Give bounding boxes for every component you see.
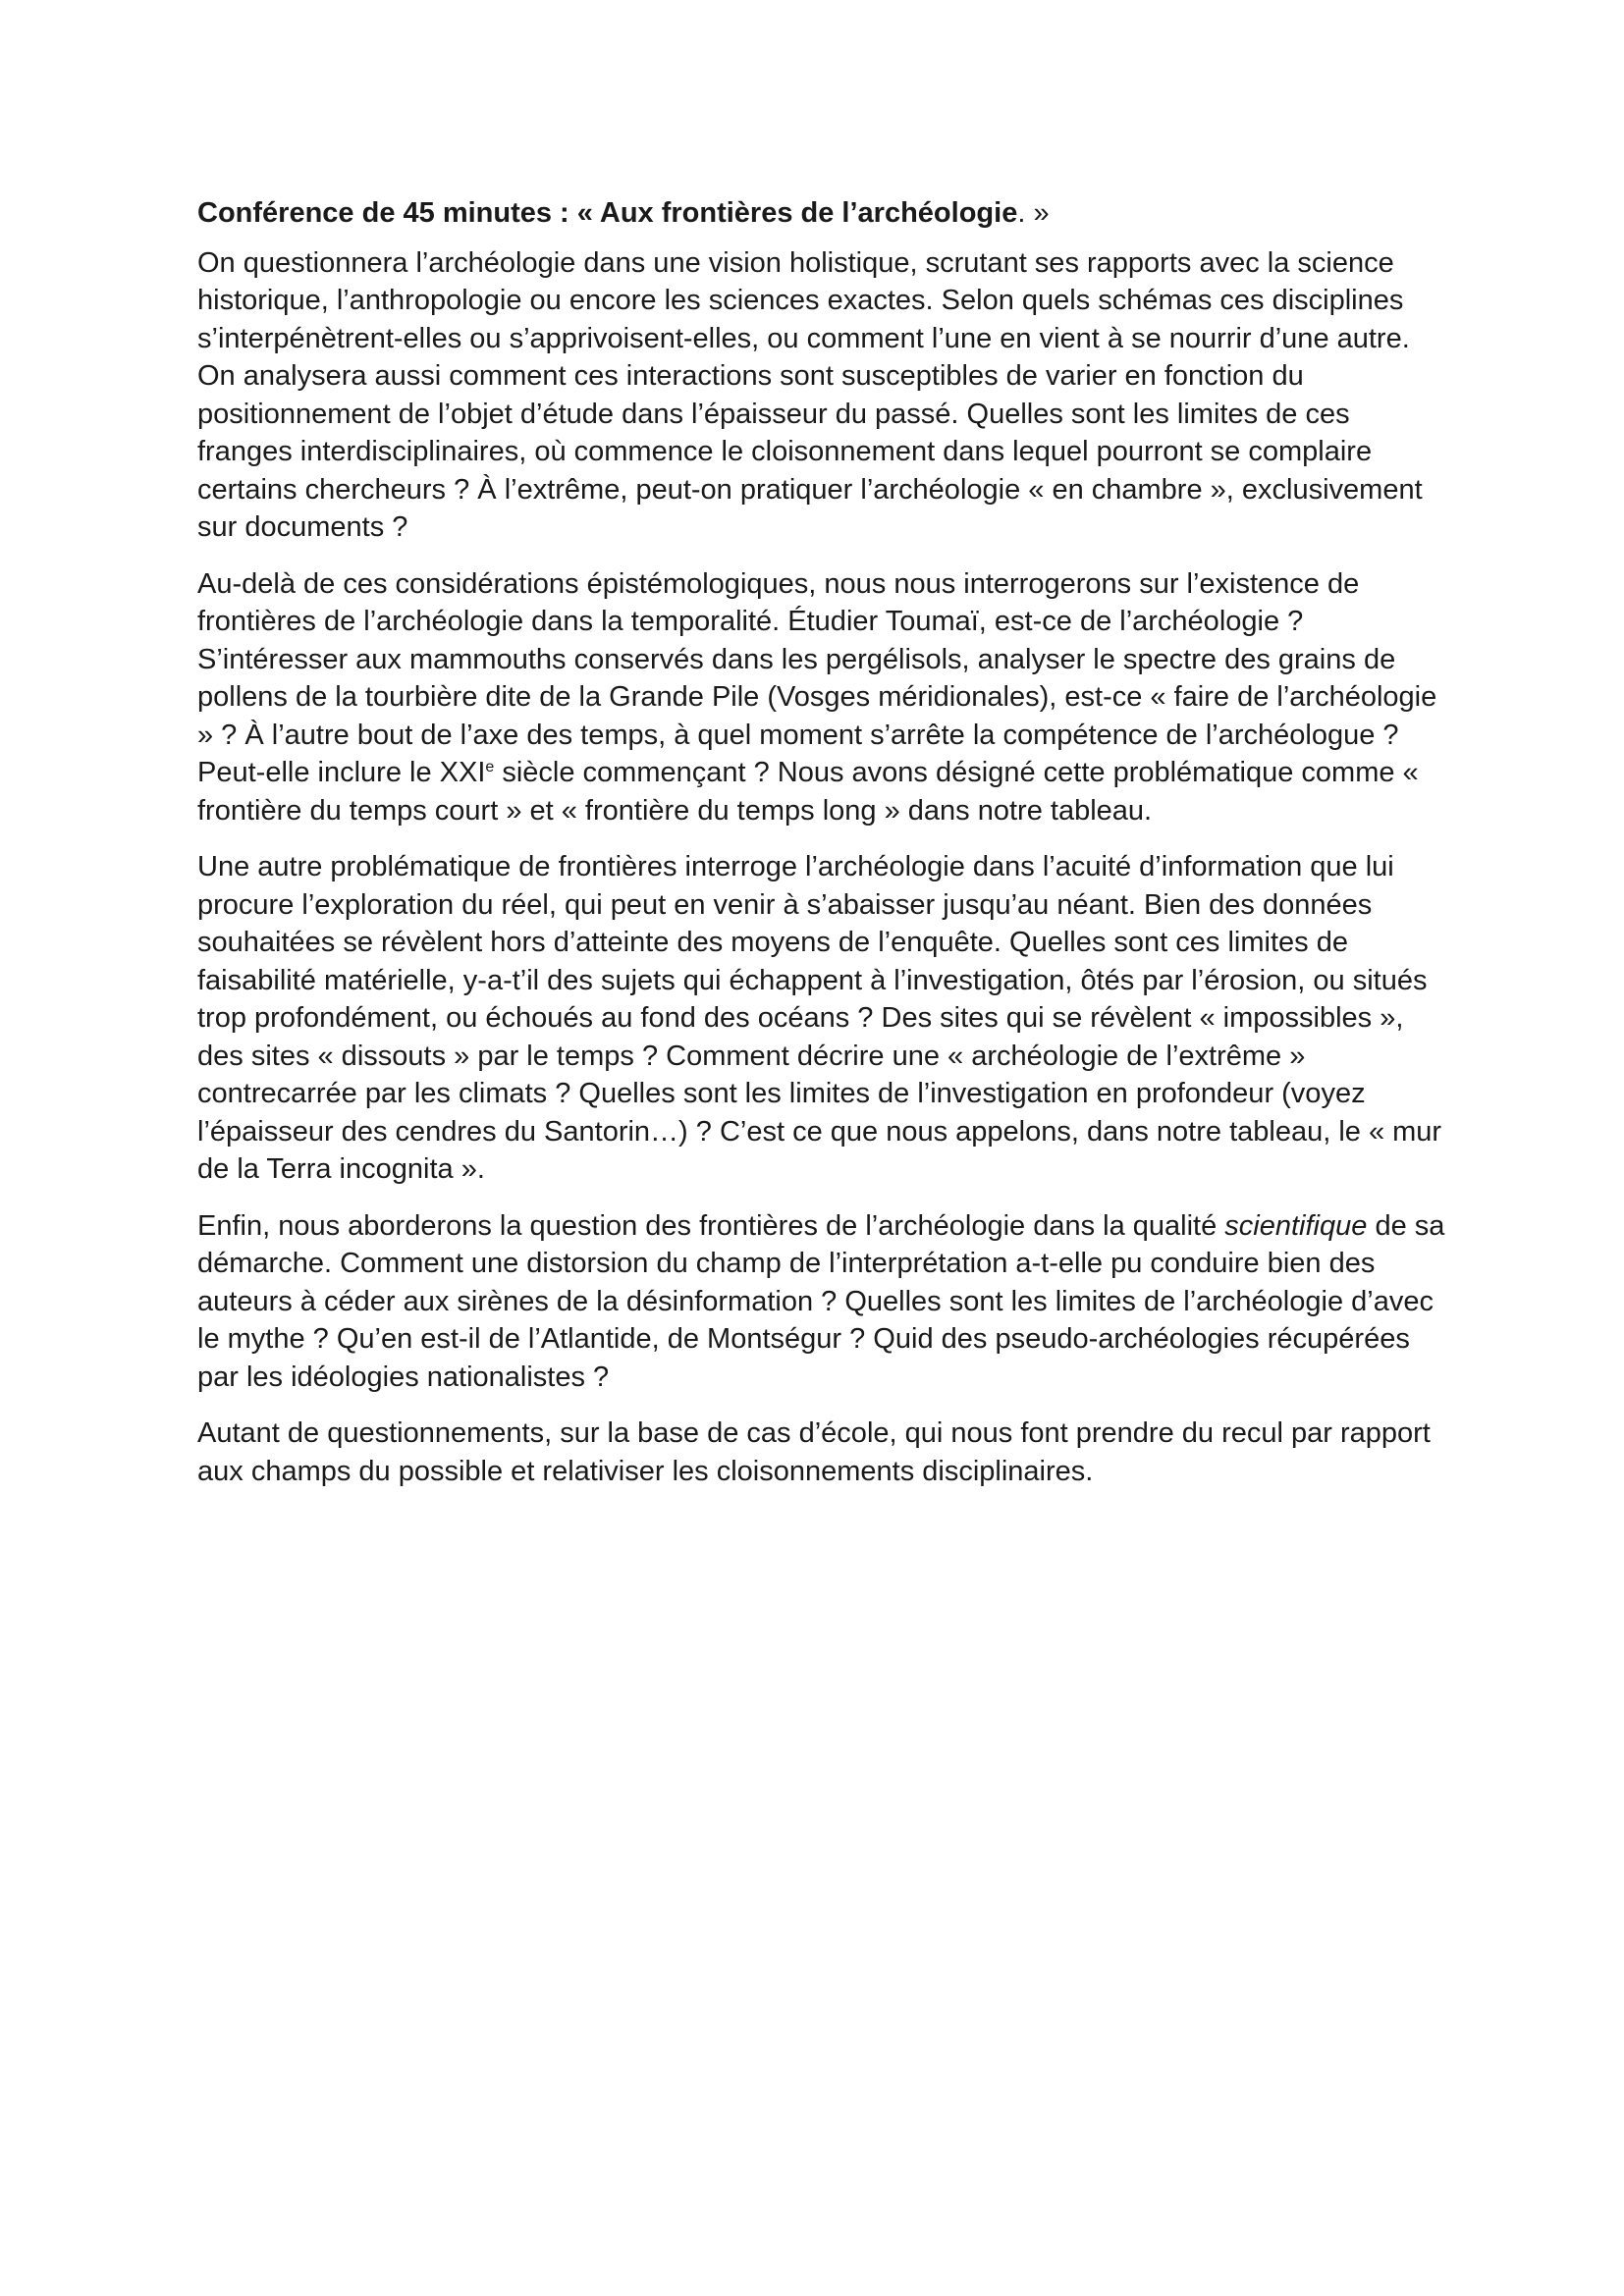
title-tail: . »: [1017, 197, 1050, 229]
paragraph-4-part-a: Enfin, nous aborderons la question des frontières de l’archéologie dans la qualité: [197, 1209, 1225, 1242]
paragraph-4: [197, 1207, 1449, 1397]
paragraph-4-part-b: de sa démarche. Comment une distorsion du champ de l’interprétation a-t-elle pu conduire bien des auteurs à céder aux sirènes de la désinformation ? Quelles sont les limites de l’archéologie d’avec le mythe ? Qu’en est-il de l’Atlantide, de Montségur ? Quid des pseudo-archéologies récupérées par les idéologies nationalistes ?: [197, 1209, 1445, 1393]
paragraph-2: [197, 565, 1449, 830]
paragraph-5: Autant de questionnements, sur la base de cas d’école, qui nous font prendre du recul par rapport aux champs du possible et relativiser les cloisonnements disciplinaires.: [197, 1417, 1431, 1487]
paragraph-2-part-a: Au-delà de ces considérations épistémologiques, nous nous interrogerons sur l’existence de frontières de l’archéologie dans la temporalité. Étudier Toumaï, est-ce de l’archéologie ? S’intéresser aux mammouths conservés dans les pergélisols, analyser le spectre des grains de pollens de la tourbière dite de la Grande Pile (Vosges méridionales), est-ce « faire de l’archéologie » ? À l’autre bout de l’axe des temps, à quel moment s’arrête la compétence de l’archéologue ? Peut-elle inclure le XXI: [197, 567, 1437, 788]
title-bold: Conférence de 45 minutes : « Aux frontières de l’archéologie: [197, 197, 1018, 229]
document-page: [197, 194, 1449, 1509]
paragraph-2-part-b: siècle commençant ? Nous avons désigné cette problématique comme « frontière du temps court » et « frontière du temps long » dans notre tableau.: [197, 757, 1419, 827]
paragraph-3: Une autre problématique de frontières interroge l’archéologie dans l’acuité d’information que lui procure l’exploration du réel, qui peut en venir à s’abaisser jusqu’au néant. Bien des données souhaitées se révèlent hors d’atteinte des moyens de l’enquête. Quelles sont ces limites de faisabilité matérielle, y-a-t’il des sujets qui échappent à l’investigation, ôtés par l’érosion, ou situés trop profondément, ou échoués au fond des océans ? Des sites qui se révèlent « impossibles », des sites « dissouts » par le temps ? Comment décrire une « archéologie de l’extrême » contrecarrée par les climats ? Quelles sont les limites de l’investigation en profondeur (voyez l’épaisseur des cendres du Santorin…) ? C’est ce que nous appelons, dans notre tableau, le « mur de la Terra incognita ».: [197, 851, 1442, 1185]
century-superscript: e: [485, 759, 495, 775]
document-title: [197, 194, 1449, 233]
scientifique-emphasis: scientifique: [1224, 1209, 1368, 1242]
paragraph-1: On questionnera l’archéologie dans une vision holistique, scrutant ses rapports avec la science historique, l’anthropologie ou encore les sciences exactes. Selon quels schémas ces disciplines s’interpénètrent-elles ou s’apprivoisent-elles, ou comment l’une en vient à se nourrir d’une autre. On analysera aussi comment ces interactions sont susceptibles de varier en fonction du positionnement de l’objet d’étude dans l’épaisseur du passé. Quelles sont les limites de ces franges interdisciplinaires, où commence le cloisonnement dans lequel pourront se complaire certains chercheurs ? À l’extrême, peut-on pratiquer l’archéologie « en chambre », exclusivement sur documents ?: [197, 246, 1423, 543]
